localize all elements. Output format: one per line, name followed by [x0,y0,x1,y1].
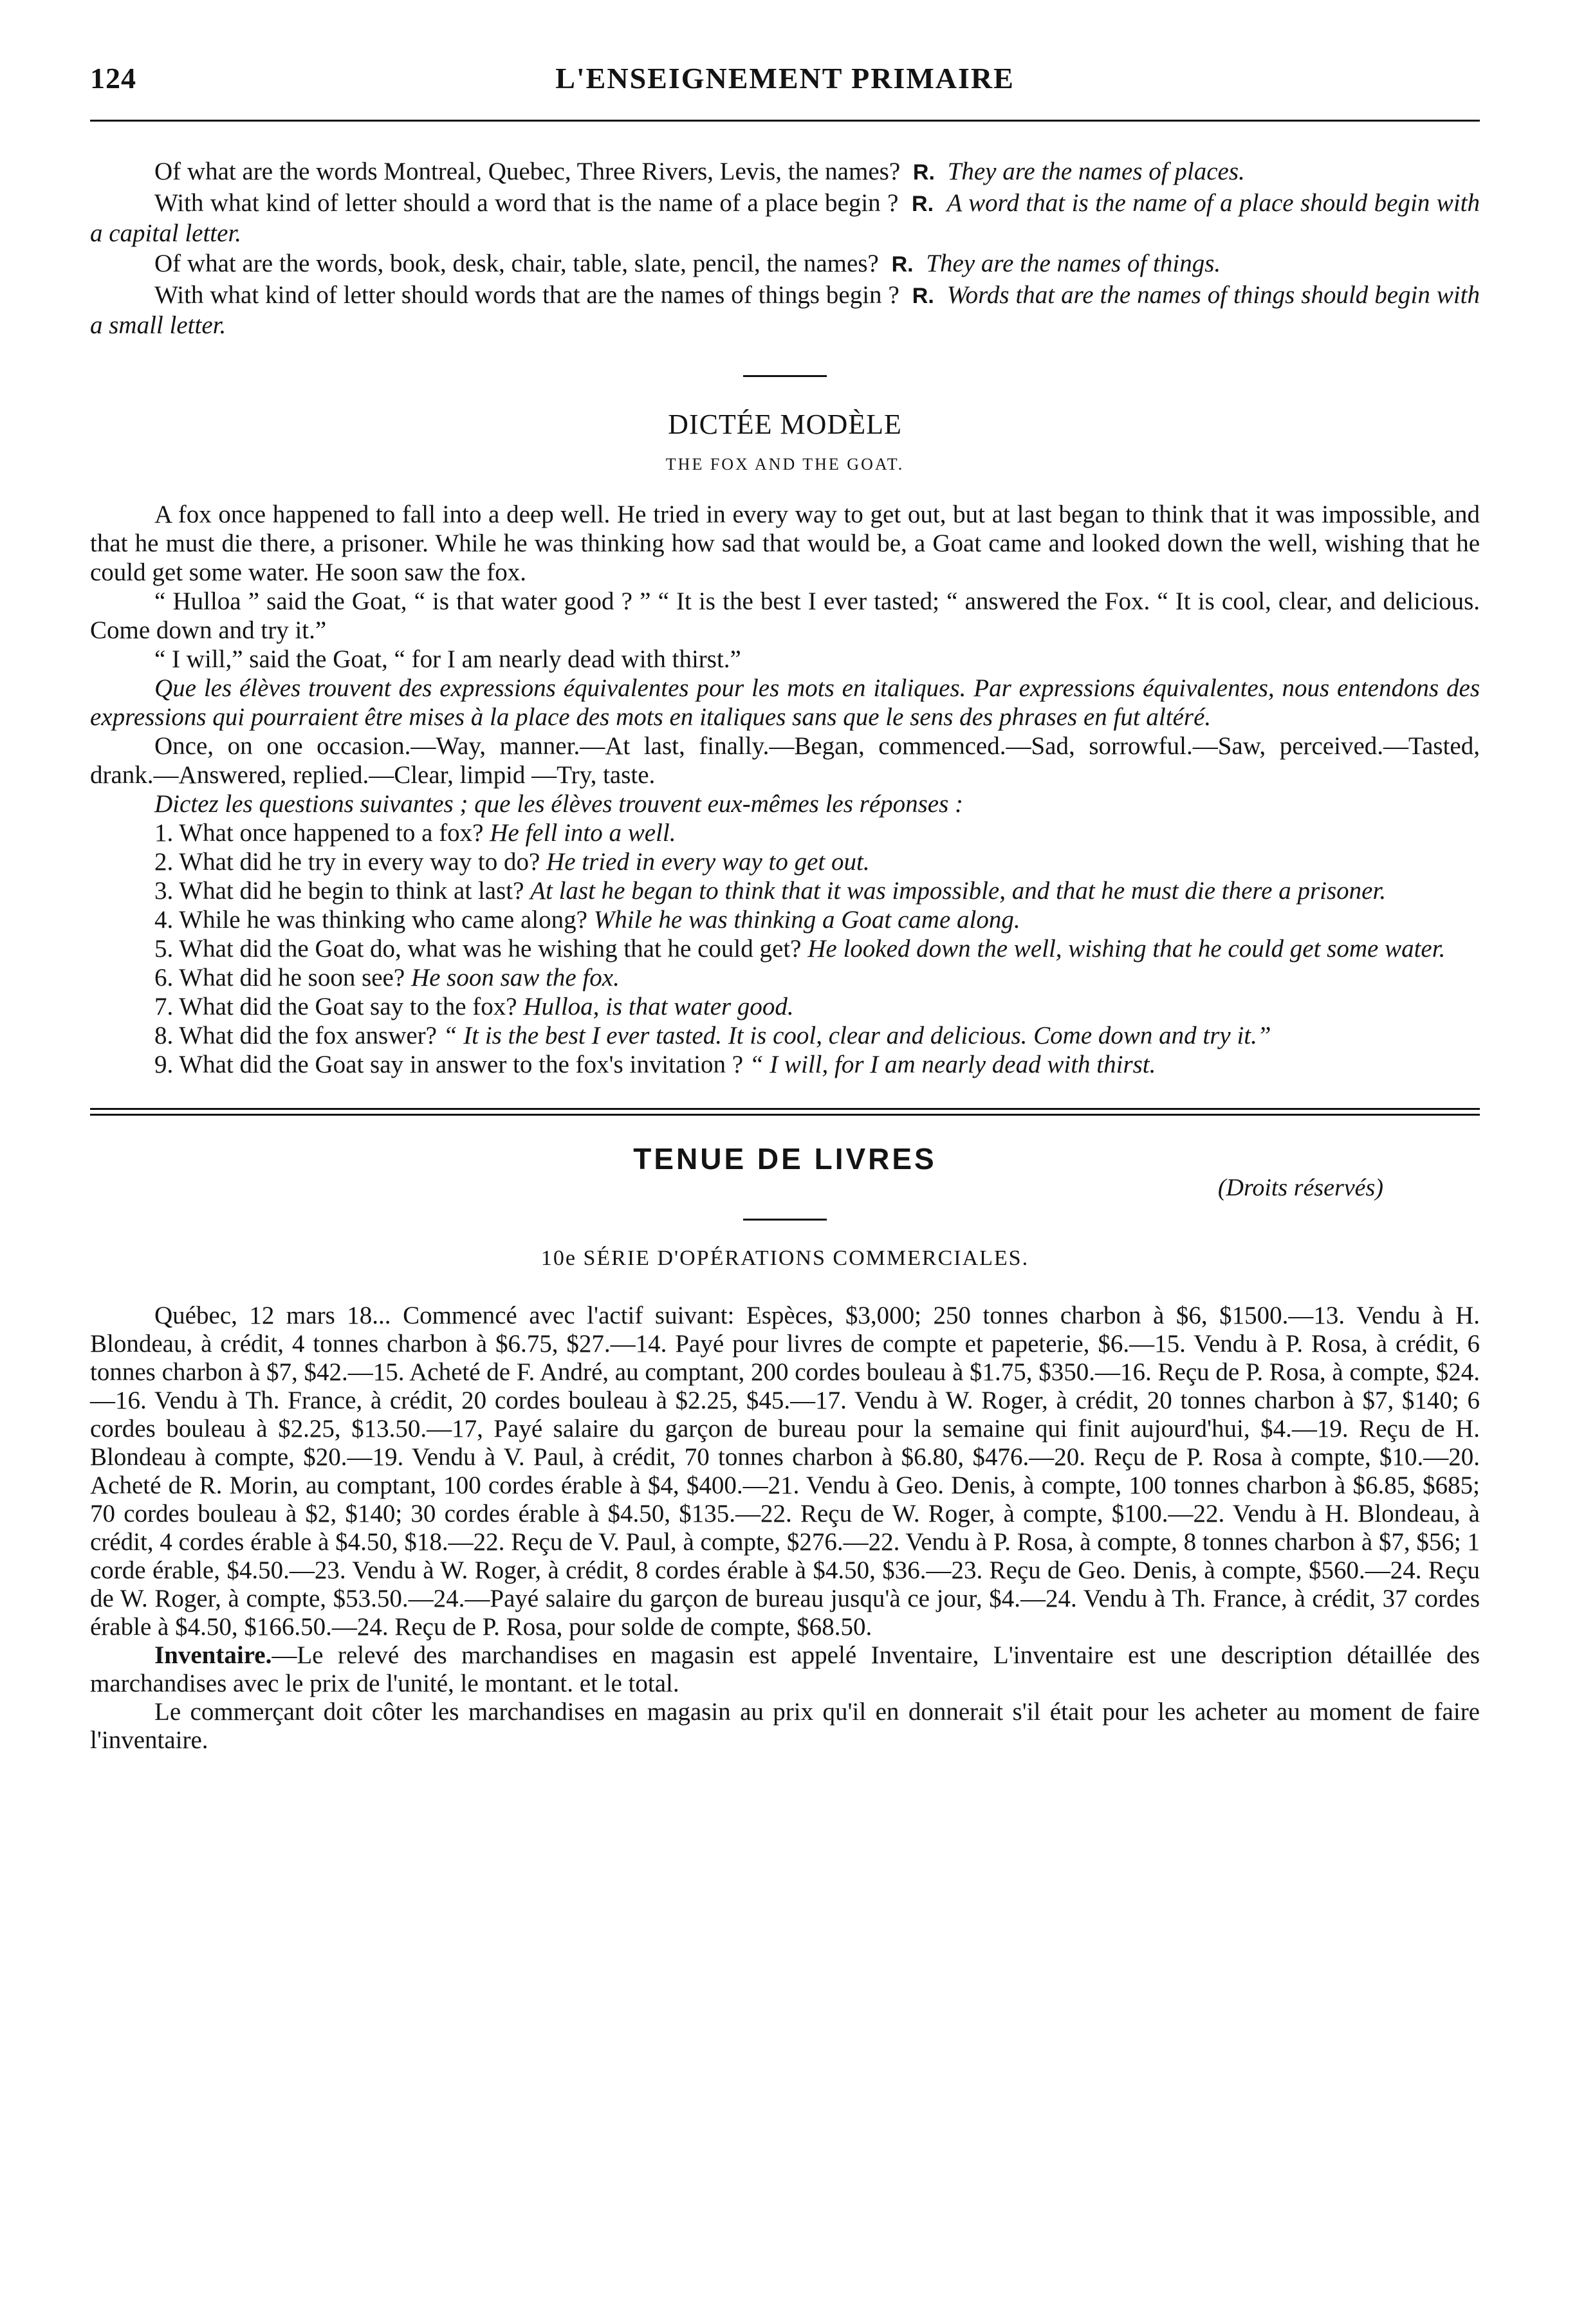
answer-text: He soon saw the fox. [410,964,620,991]
list-item [90,1021,1480,1050]
qa-question: Of what are the words Montreal, Quebec, Three Rivers, Levis, the names? [154,158,901,185]
document-page [90,61,1480,1755]
question-text: 3. What did he begin to think at last? [154,877,524,905]
qa-item [90,249,1480,279]
question-text: 5. What did the Goat do, what was he wishing that he could get? [154,935,802,963]
qa-question: Of what are the words, book, desk, chair, table, slate, pencil, the names? [154,250,879,277]
story-paragraph: “ I will,” said the Goat, “ for I am nearly dead with thirst.” [154,645,741,673]
question-text: 9. What did the Goat say in answer to the fox's invitation ? [154,1051,744,1078]
header-rule [90,120,1480,122]
section-divider [743,375,827,377]
answer-text: He looked down the well, wishing that he could get some water. [807,935,1446,963]
list-item [90,847,1480,876]
answer-text: He fell into a well. [490,819,676,847]
qa-answer: They are the names of places. [947,158,1245,185]
tenue-header [90,1141,1480,1219]
page-header [90,61,1480,95]
instruction-equivalents: Que les élèves trouvent des expressions équivalentes pour les mots en italiques. Par expressions équivalentes, nous entendons des expressions qui pourraient être mises à la place des mots en italiques sans que le sens des phrases en fut altéré. [90,674,1480,731]
question-text: 8. What did the fox answer? [154,1022,437,1049]
reponse-marker: R. [912,160,935,185]
journal-title: L'ENSEIGNEMENT PRIMAIRE [555,62,1015,95]
qa-answer: They are the names of things. [926,250,1221,277]
answer-text: “ I will, for I am nearly dead with thirst. [749,1051,1156,1078]
page-number: 124 [90,62,136,95]
qa-answer: A word that is the name of a place should begin with a capital letter. [90,189,1480,247]
equivalent-expressions: Once, on one occasion.—Way, manner.—At last, finally.—Began, commenced.—Sad, sorrowful.—Saw, perceived.—Tasted, drank.—Answered, replied.—Clear, limpid —Try, taste. [90,732,1480,789]
dictee-title: DICTÉE MODÈLE [668,409,902,440]
reponse-marker: R. [912,284,934,308]
answer-text: While he was thinking a Goat came along. [593,906,1020,934]
question-text: 7. What did the Goat say to the fox? [154,993,517,1020]
serie-heading: 10e SÉRIE D'OPÉRATIONS COMMERCIALES. [540,1246,1029,1270]
instruction-questions: Dictez les questions suivantes ; que les élèves trouvent eux-mêmes les réponses : [154,790,964,818]
question-text: 4. While he was thinking who came along? [154,906,587,934]
dictee-subtitle: THE FOX AND THE GOAT. [665,455,905,474]
qa-answer: Words that are the names of things should begin with a small letter. [90,281,1480,339]
answer-text: He tried in every way to get out. [546,848,870,876]
inventaire-definition: —Le relevé des marchandises en magasin est appelé Inventaire, L'inventaire est une description détaillée des marchandises avec le prix de l'unité, le montant. et le total. [90,1641,1480,1697]
list-item [90,818,1480,847]
story-paragraph: “ Hulloa ” said the Goat, “ is that water good ? ” “ It is the best I ever tasted; “ answered the Fox. “ It is cool, clear, and delicious. Come down and try it.” [90,587,1480,644]
reponse-marker: R. [912,192,934,216]
qa-item [90,189,1480,248]
rule-line [90,1108,1480,1110]
list-item [90,992,1480,1021]
answer-text: Hulloa, is that water good. [523,993,794,1020]
list-item [90,876,1480,905]
list-item [90,963,1480,992]
question-text: 6. What did he soon see? [154,964,405,991]
qa-question: With what kind of letter should a word that is the name of a place begin ? [154,189,899,217]
question-text: 2. What did he try in every way to do? [154,848,540,876]
commercant-paragraph: Le commerçant doit côter les marchandises en magasin au prix qu'il en donnerait s'il était pour les acheter au moment de faire l'inventaire. [90,1698,1480,1754]
answer-text: “ It is the best I ever tasted. It is cool, clear and delicious. Come down and try it.” [443,1022,1271,1049]
question-text: 1. What once happened to a fox? [154,819,484,847]
rights-notice: (Droits réservés) [1217,1174,1383,1201]
question-list [90,818,1480,1079]
double-rule-divider [90,1108,1480,1116]
answer-text: At last he began to think that it was impossible, and that he must die there a prisoner. [530,877,1387,905]
reponse-marker: R. [891,252,914,277]
inventaire-paragraph [90,1641,1480,1698]
qa-item [90,157,1480,187]
rule-line [90,1114,1480,1116]
section-divider [743,1219,827,1221]
inventaire-label: Inventaire. [154,1641,272,1669]
operations-paragraph: Québec, 12 mars 18... Commencé avec l'actif suivant: Espèces, $3,000; 250 tonnes charbon à $6, $1500.—13. Vendu à H. Blondeau, à crédit, 4 tonnes charbon à $6.75, $27.—14. Payé pour livres de compte et papeterie, $6.—15. Vendu à P. Rosa, à crédit, 6 tonnes charbon à $7, $42.—15. Acheté de F. André, au comptant, 200 cordes bouleau à $1.75, $350.—16. Reçu de P. Rosa, à compte, $24.—16. Vendu à Th. France, à crédit, 20 cordes bouleau à $2.25, $45.—17. Vendu à W. Roger, à crédit, 20 tonnes charbon à $7, $140; 6 cordes bouleau à $2.25, $13.50.—17, Payé salaire du garçon de bureau pour la semaine qui finit aujourd'hui, $4.—19. Reçu de H. Blondeau à compte, $20.—19. Vendu à V. Paul, à crédit, 70 tonnes charbon à $6.80, $476.—20. Reçu de P. Rosa à compte, $10.—20. Acheté de R. Morin, au comptant, 100 cordes érable à $4, $400.—21. Vendu à Geo. Denis, à compte, 100 tonnes charbon à $6.85, $685; 70 cordes bouleau à $2, $140; 30 cordes érable à $4.50, $135.—22. Reçu de W. Roger, à compte, $100.—22. Vendu à H. Blondeau, à crédit, 4 cordes érable à $4.50, $18.—22. Reçu de V. Paul, à compte, $276.—22. Vendu à P. Rosa, à compte, 8 tonnes charbon à $7, $56; 1 corde érable, $4.50.—23. Vendu à W. Roger, à crédit, 8 cordes érable à $4.50, $36.—23. Reçu de Geo. Denis, à compte, $560.—24. Reçu de W. Roger, à compte, $53.50.—24.—Payé salaire du garçon de bureau jusqu'à ce jour, $4.—24. Vendu à Th. France, à crédit, 37 cordes érable à $4.50, $166.50.—24. Reçu de P. Rosa, pour solde de compte, $68.50. [90,1302,1480,1641]
dictee-section [90,500,1480,1079]
operations-section [90,1302,1480,1755]
list-item [90,1050,1480,1079]
list-item [90,905,1480,934]
qa-question: With what kind of letter should words that are the names of things begin ? [154,281,899,309]
list-item [90,934,1480,963]
tenue-title: TENUE DE LIVRES [633,1142,937,1176]
qa-section [90,157,1480,340]
qa-item [90,281,1480,340]
story-paragraph: A fox once happened to fall into a deep well. He tried in every way to get out, but at last began to think that it was impossible, and that he must die there, a prisoner. While he was thinking how sad that would be, a Goat came and looked down the well, wishing that he could get some water. He soon saw the fox. [90,501,1480,586]
